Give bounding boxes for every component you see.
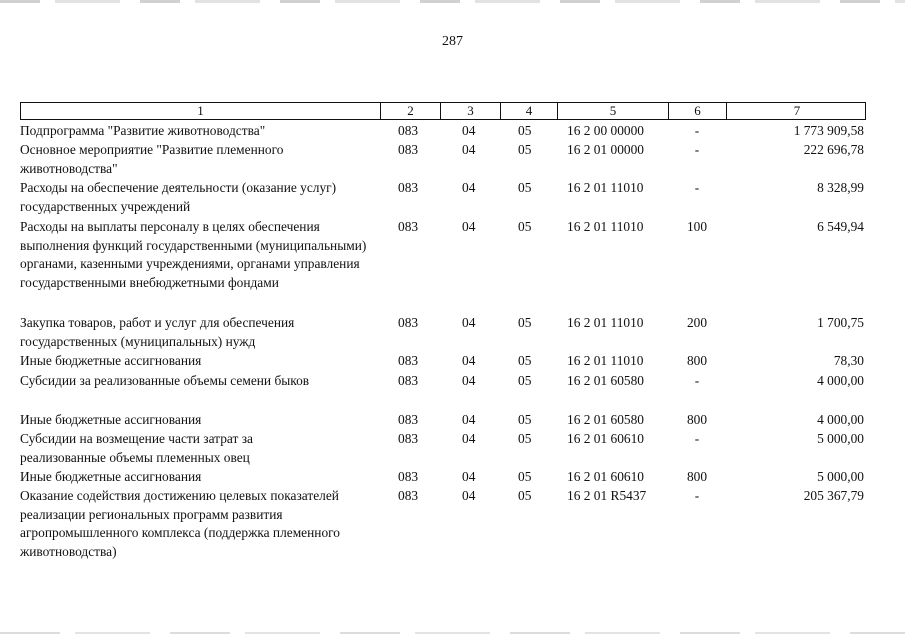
table-row bbox=[20, 372, 866, 391]
row-sum: 1 773 909,58 bbox=[793, 123, 864, 138]
table-row bbox=[20, 487, 866, 561]
row-sum: 222 696,78 bbox=[803, 142, 864, 157]
row-ved: 083 bbox=[398, 315, 419, 330]
row-rz: 04 bbox=[462, 315, 476, 330]
row-rz: 04 bbox=[462, 373, 476, 388]
row-cs: 16 2 01 11010 bbox=[567, 180, 644, 195]
row-vr: - bbox=[694, 488, 700, 503]
table-header-row bbox=[20, 102, 866, 120]
row-pr: 05 bbox=[518, 315, 532, 330]
row-sum: 78,30 bbox=[833, 353, 864, 368]
row-rz: 04 bbox=[462, 431, 476, 446]
row-pr: 05 bbox=[518, 219, 532, 234]
row-vr: - bbox=[694, 431, 700, 446]
row-name: Иные бюджетные ассигнования bbox=[20, 353, 202, 368]
scan-edge-bottom bbox=[0, 632, 905, 634]
table-row bbox=[20, 352, 866, 371]
row-name: Иные бюджетные ассигнования bbox=[20, 469, 202, 484]
table-row bbox=[20, 430, 866, 467]
row-cs: 16 2 00 00000 bbox=[567, 123, 644, 138]
row-name: Субсидии на возмещение части затрат за реализованные объемы племенных овец bbox=[20, 431, 253, 465]
column-header: 4 bbox=[501, 103, 558, 119]
table-row bbox=[20, 314, 866, 351]
column-header: 2 bbox=[381, 103, 441, 119]
row-rz: 04 bbox=[462, 412, 476, 427]
row-rz: 04 bbox=[462, 123, 476, 138]
row-cs: 16 2 01 60580 bbox=[567, 412, 644, 427]
row-sum: 205 367,79 bbox=[803, 488, 864, 503]
row-rz: 04 bbox=[462, 219, 476, 234]
row-cs: 16 2 01 11010 bbox=[567, 219, 644, 234]
row-pr: 05 bbox=[518, 488, 532, 503]
row-vr: 200 bbox=[686, 315, 708, 330]
row-rz: 04 bbox=[462, 488, 476, 503]
row-vr: 800 bbox=[686, 353, 708, 368]
row-vr: 100 bbox=[686, 219, 708, 234]
row-pr: 05 bbox=[518, 469, 532, 484]
row-name: Иные бюджетные ассигнования bbox=[20, 412, 202, 427]
row-cs: 16 2 01 60580 bbox=[567, 373, 644, 388]
row-name: Расходы на обеспечение деятельности (оказание услуг) государственных учреждений bbox=[20, 180, 337, 214]
row-sum: 5 000,00 bbox=[817, 469, 864, 484]
table-row bbox=[20, 218, 866, 292]
row-ved: 083 bbox=[398, 412, 419, 427]
row-sum: 8 328,99 bbox=[817, 180, 864, 195]
row-sum: 5 000,00 bbox=[817, 431, 864, 446]
row-rz: 04 bbox=[462, 469, 476, 484]
row-ved: 083 bbox=[398, 142, 419, 157]
row-pr: 05 bbox=[518, 142, 532, 157]
column-header: 1 bbox=[21, 103, 381, 119]
table-row bbox=[20, 468, 866, 487]
row-cs: 16 2 01 R5437 bbox=[567, 488, 647, 503]
row-cs: 16 2 01 11010 bbox=[567, 353, 644, 368]
row-name: Подпрограмма "Развитие животноводства" bbox=[20, 123, 266, 138]
row-name: Основное мероприятие "Развитие племенного животноводства" bbox=[20, 142, 284, 176]
row-name: Субсидии за реализованные объемы семени быков bbox=[20, 373, 310, 388]
row-pr: 05 bbox=[518, 431, 532, 446]
row-vr: - bbox=[694, 373, 700, 388]
row-sum: 4 000,00 bbox=[817, 412, 864, 427]
row-vr: - bbox=[694, 180, 700, 195]
row-sum: 4 000,00 bbox=[817, 373, 864, 388]
row-name: Закупка товаров, работ и услуг для обеспечения государственных (муниципальных) нужд bbox=[20, 315, 295, 349]
row-ved: 083 bbox=[398, 488, 419, 503]
column-header: 5 bbox=[558, 103, 669, 119]
row-pr: 05 bbox=[518, 412, 532, 427]
row-ved: 083 bbox=[398, 219, 419, 234]
column-header: 3 bbox=[441, 103, 501, 119]
row-cs: 16 2 01 60610 bbox=[567, 469, 644, 484]
column-header: 6 bbox=[669, 103, 727, 119]
row-pr: 05 bbox=[518, 180, 532, 195]
row-rz: 04 bbox=[462, 180, 476, 195]
row-ved: 083 bbox=[398, 353, 419, 368]
column-header: 7 bbox=[793, 103, 801, 118]
scan-edge-top bbox=[0, 0, 905, 3]
table-row bbox=[20, 179, 866, 216]
row-vr: - bbox=[694, 123, 700, 138]
table-row bbox=[20, 411, 866, 430]
row-name: Расходы на выплаты персоналу в целях обеспечения выполнения функций государственными (муниципальными) органами, казенными учреждениями, органами управления государственными внебюджетными фондами bbox=[20, 219, 367, 290]
page-number: 287 bbox=[442, 34, 463, 49]
row-vr: 800 bbox=[686, 412, 708, 427]
row-ved: 083 bbox=[398, 123, 419, 138]
row-vr: 800 bbox=[686, 469, 708, 484]
row-ved: 083 bbox=[398, 180, 419, 195]
row-pr: 05 bbox=[518, 353, 532, 368]
table-row bbox=[20, 141, 866, 178]
row-pr: 05 bbox=[518, 373, 532, 388]
row-ved: 083 bbox=[398, 373, 419, 388]
row-vr: - bbox=[694, 142, 700, 157]
row-sum: 1 700,75 bbox=[817, 315, 864, 330]
row-cs: 16 2 01 11010 bbox=[567, 315, 644, 330]
budget-table bbox=[20, 102, 866, 559]
row-rz: 04 bbox=[462, 142, 476, 157]
row-sum: 6 549,94 bbox=[817, 219, 864, 234]
row-name: Оказание содействия достижению целевых показателей реализации региональных программ развития агропромышленного комплекса (поддержка племенного животноводства) bbox=[20, 488, 341, 559]
row-rz: 04 bbox=[462, 353, 476, 368]
row-ved: 083 bbox=[398, 431, 419, 446]
row-ved: 083 bbox=[398, 469, 419, 484]
row-pr: 05 bbox=[518, 123, 532, 138]
row-cs: 16 2 01 60610 bbox=[567, 431, 644, 446]
row-cs: 16 2 01 00000 bbox=[567, 142, 644, 157]
table-row bbox=[20, 122, 866, 141]
